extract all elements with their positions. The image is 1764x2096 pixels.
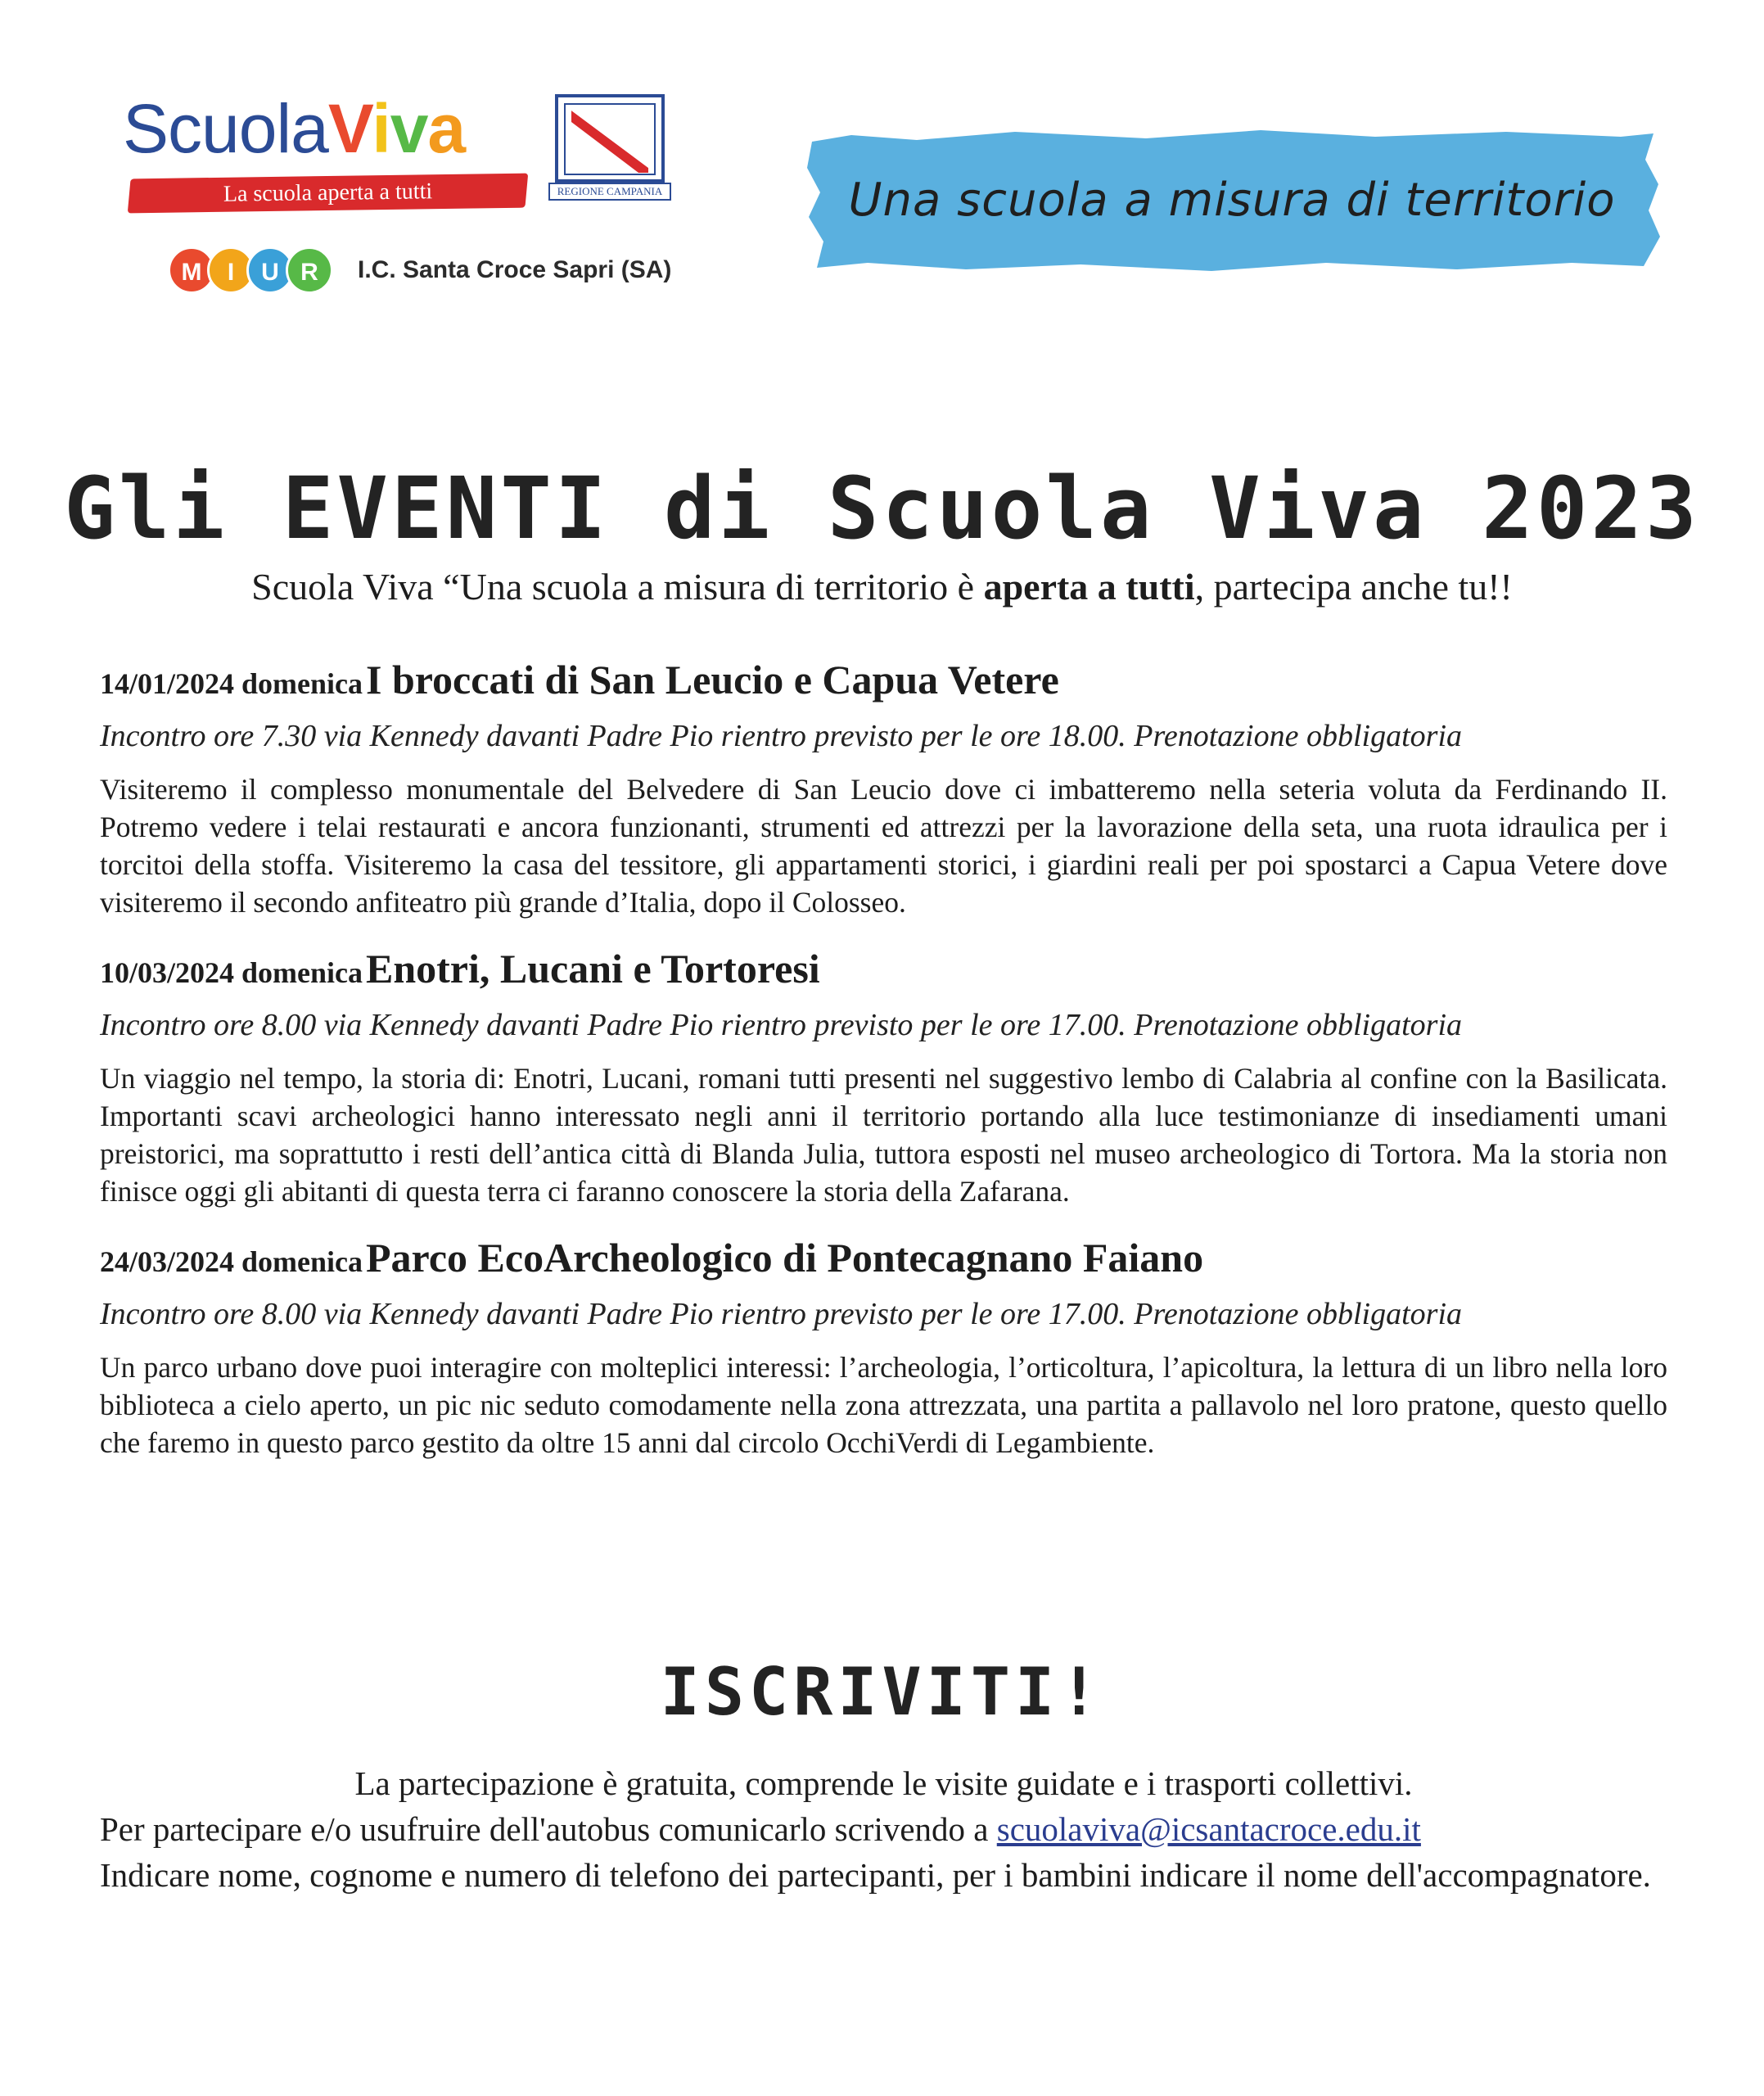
email-link[interactable]: scuolaviva@icsantacroce.edu.it	[996, 1810, 1421, 1848]
regione-shield-icon	[548, 94, 671, 183]
event-item	[100, 655, 1667, 921]
banner-slogan: Una scuola a misura di territorio	[848, 174, 1616, 227]
event-item	[100, 944, 1667, 1210]
miur-logo	[168, 246, 325, 294]
event-description: Un parco urbano dove puoi interagire con molteplici interessi: l’archeologia, l’orticoltura, l’apicoltura, la lettura di un libro nella loro biblioteca a cielo aperto, un pic nic seduto comodamente nella zona attrezzata, una partita a pallavolo nel loro pratone, questo quello che faremo in questo parco gestito da oltre 15 anni dal circolo OcchiVerdi di Legambiente.	[100, 1351, 1667, 1459]
subtitle: Scuola Viva “Una scuola a misura di territorio è aperta a tutti, partecipa anche tu!!	[251, 566, 1513, 608]
footer-info	[100, 1760, 1667, 1898]
event-meeting-info: Incontro ore 8.00 via Kennedy davanti Padre Pio rientro previsto per le ore 17.00. Prenotazione obbligatoria	[100, 1297, 1463, 1331]
scuola-viva-wordmark: ScuolaViva	[123, 90, 466, 167]
miur-letter-m: M	[168, 246, 215, 294]
scuola-viva-logo	[123, 90, 548, 217]
events-list	[100, 655, 1667, 1484]
miur-letter-r: R	[286, 246, 333, 294]
regione-campania-emblem	[548, 94, 671, 205]
header	[0, 0, 1764, 344]
event-heading	[100, 1233, 1667, 1293]
page-title: Gli EVENTI di Scuola Viva 2023	[64, 458, 1700, 558]
event-description: Un viaggio nel tempo, la storia di: Enotri, Lucani, romani tutti presenti nel suggestivo lembo di Calabria al confine con la Basilicata. Importanti scavi archeologici hanno interessato negli anni il territorio portando alla luce testimonianze di insediamenti umani preistorici, ma soprattutto i resti dell’antica città di Blanda Julia, tuttora esposti nel museo archeologico di Tortora. Ma la storia non finisce oggi gli abitanti di questa terra ci faranno conoscere la storia della Zafarana.	[100, 1062, 1667, 1208]
miur-row	[168, 244, 671, 296]
event-heading	[100, 944, 1667, 1004]
event-title: I broccati di San Leucio e Capua Vetere	[366, 657, 1059, 702]
event-meeting-info: Incontro ore 7.30 via Kennedy davanti Padre Pio rientro previsto per le ore 18.00. Prenotazione obbligatoria	[100, 719, 1463, 753]
footer-line-instructions: Indicare nome, cognome e numero di telefono dei partecipanti, per i bambini indicare il nome dell'accompagnatore.	[100, 1856, 1651, 1894]
miur-letter-u: U	[246, 246, 294, 294]
school-name: I.C. Santa Croce Sapri (SA)	[358, 256, 672, 283]
event-date: 14/01/2024 domenica	[100, 667, 363, 700]
regione-label: REGIONE CAMPANIA	[548, 183, 671, 201]
signup-heading: ISCRIVITI!	[660, 1654, 1104, 1730]
event-title: Parco EcoArcheologico di Pontecagnano Faiano	[366, 1235, 1204, 1281]
event-description: Visiteremo il complesso monumentale del Belvedere di San Leucio dove ci imbatteremo nella seteria voluta da Ferdinando II. Potremo vedere i telai restaurati e ancora funzionanti, strumenti ed attrezzi per la lavorazione della seta, una ruota idraulica per i torcitoi della stoffa. Visiteremo la casa del tessitore, gli appartamenti storici, i giardini reali per poi spostarci a Capua Vetere dove visiteremo il secondo anfiteatro più grande d’Italia, dopo il Colosseo.	[100, 773, 1667, 919]
event-title: Enotri, Lucani e Tortoresi	[366, 946, 820, 992]
event-item	[100, 1233, 1667, 1461]
event-date: 24/03/2024 domenica	[100, 1245, 363, 1278]
footer-line-contact: Per partecipare e/o usufruire dell'autobus comunicarlo scrivendo a scuolaviva@icsantacroce.edu.it	[100, 1810, 1421, 1848]
slogan-banner	[802, 127, 1662, 274]
footer-line-free: La partecipazione è gratuita, comprende le visite guidate e i trasporti collettivi.	[354, 1764, 1413, 1802]
miur-letter-i: I	[207, 246, 255, 294]
event-meeting-info: Incontro ore 8.00 via Kennedy davanti Padre Pio rientro previsto per le ore 17.00. Prenotazione obbligatoria	[100, 1008, 1463, 1042]
logo-tagline: La scuola aperta a tutti	[128, 174, 528, 214]
event-heading	[100, 655, 1667, 715]
event-date: 10/03/2024 domenica	[100, 956, 363, 989]
